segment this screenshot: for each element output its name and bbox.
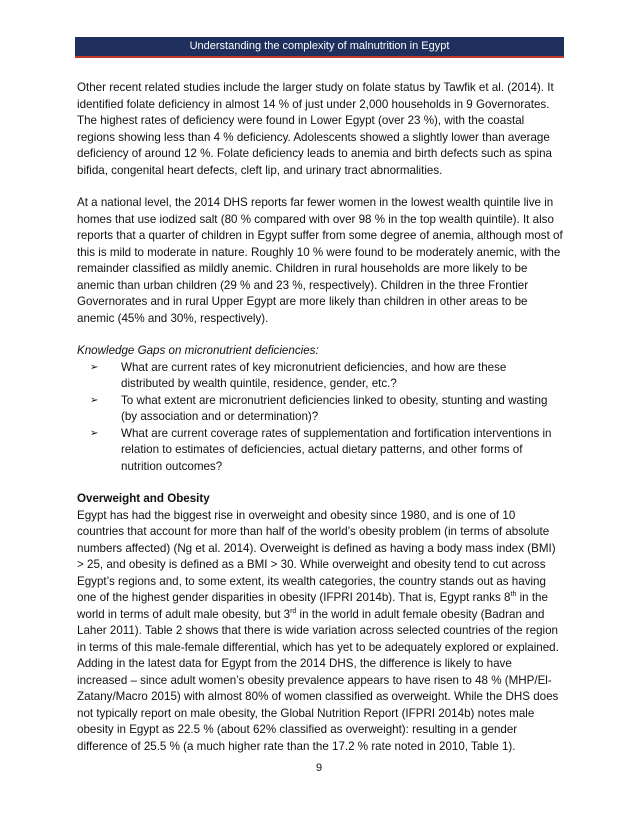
superscript-th: th [510, 591, 517, 598]
knowledge-gaps-title: Knowledge Gaps on micronutrient deficiencies: [77, 344, 319, 357]
list-item-text: What are current rates of key micronutrient deficiencies, and how are these distributed by wealth quintile, residence, gender, etc.? [121, 360, 507, 390]
obesity-text-part1: Egypt has had the biggest rise in overweight and obesity since 1980, and is one of 10 countries that account for more than half of the world’s obesity problem (in terms of absolute numbers affected) (Ng et al. 2014). Overweight is defined as having a body mass index (BMI) > 25, and obesity is defined as a BMI > 30. While overweight and obesity tend to cut across Egypt’s regions and, to some extent, its wealth categories, the country stands out as having one of the highest gender disparities in obesity (IFPRI 2014b). That is, Egypt ranks 8 [77, 508, 556, 604]
obesity-text-part3: in the world in adult female obesity (Badran and Laher 2011). Table 2 shows that there is wide variation across selected countries of the region in terms of this male-female differential, which has yet to be adequately explored or explained. Adding in the latest data for Egypt from the 2014 DHS, the difference is likely to have increased – since adult women’s obesity prevalence appears to have risen to 48 % (MHP/El-Zatany/Macro 2015) with almost 80% of women classified as overweight. While the DHS does not typically report on male obesity, the Global Nutrition Report (IFPRI 2014b) notes male obesity in Egypt as 22.5 % (about 62% classified as overweight): resulting in a gender difference of 25.5 % (a much higher rate than the 17.2 % rate noted in 2010, Table 1). [77, 607, 559, 753]
list-item [90, 393, 563, 426]
running-header [75, 37, 564, 58]
list-item-text: To what extent are micronutrient deficiencies linked to obesity, stunting and wasting (by association and or determination)? [121, 393, 548, 423]
superscript-rd: rd [290, 607, 297, 615]
section-heading-obesity: Overweight and Obesity [77, 492, 210, 505]
paragraph-obesity [77, 508, 563, 756]
list-item [90, 426, 563, 476]
page-number: 9 [315, 762, 323, 774]
paragraph-folate: Other recent related studies include the larger study on folate status by Tawfik et al. (2014). It identified folate deficiency in almost 14 % of just under 2,000 households in 9 Governorates. The highest rates of deficiency were found in Lower Egypt (over 23 %), with the coastal regions showing less than 4 % deficiency. Adolescents showed a slightly lower than average deficiency of around 12 %. Folate deficiency leads to anemia and birth defects such as spina bifida, congenital heart defects, cleft lip, and urinary tract abnormalities. [77, 81, 554, 177]
list-item-text: What are current coverage rates of supplementation and fortification interventions in relation to estimates of deficiencies, actual dietary patterns, and other forms of nutrition outcomes? [121, 426, 552, 473]
arrow-bullet-icon: ➢ [90, 427, 99, 439]
list-item [90, 360, 563, 393]
paragraph-dhs: At a national level, the 2014 DHS reports far fewer women in the lowest wealth quintile live in homes that use iodized salt (80 % compared with over 98 % in the top wealth quintile). It also reports that a quarter of children in Egypt suffer from some degree of anemia, although most of this is mild to moderate in nature. Roughly 10 % were found to be moderately anemic, with the remainder classified as mildly anemic. Children in rural households are more likely to be anemic than urban children (29 % and 23 %, respectively). Children in the three Frontier Governorates and in rural Upper Egypt are more likely than children in other areas to be anemic (45% and 30%, respectively). [77, 196, 563, 325]
running-header-title: Understanding the complexity of malnutrition in Egypt [189, 40, 450, 52]
arrow-bullet-icon: ➢ [90, 361, 99, 373]
knowledge-gaps-list [77, 360, 563, 476]
page-body [77, 80, 563, 755]
obesity-text-part2: in the world in terms of adult male obesity, but 3 [77, 591, 548, 621]
arrow-bullet-icon: ➢ [90, 394, 99, 406]
